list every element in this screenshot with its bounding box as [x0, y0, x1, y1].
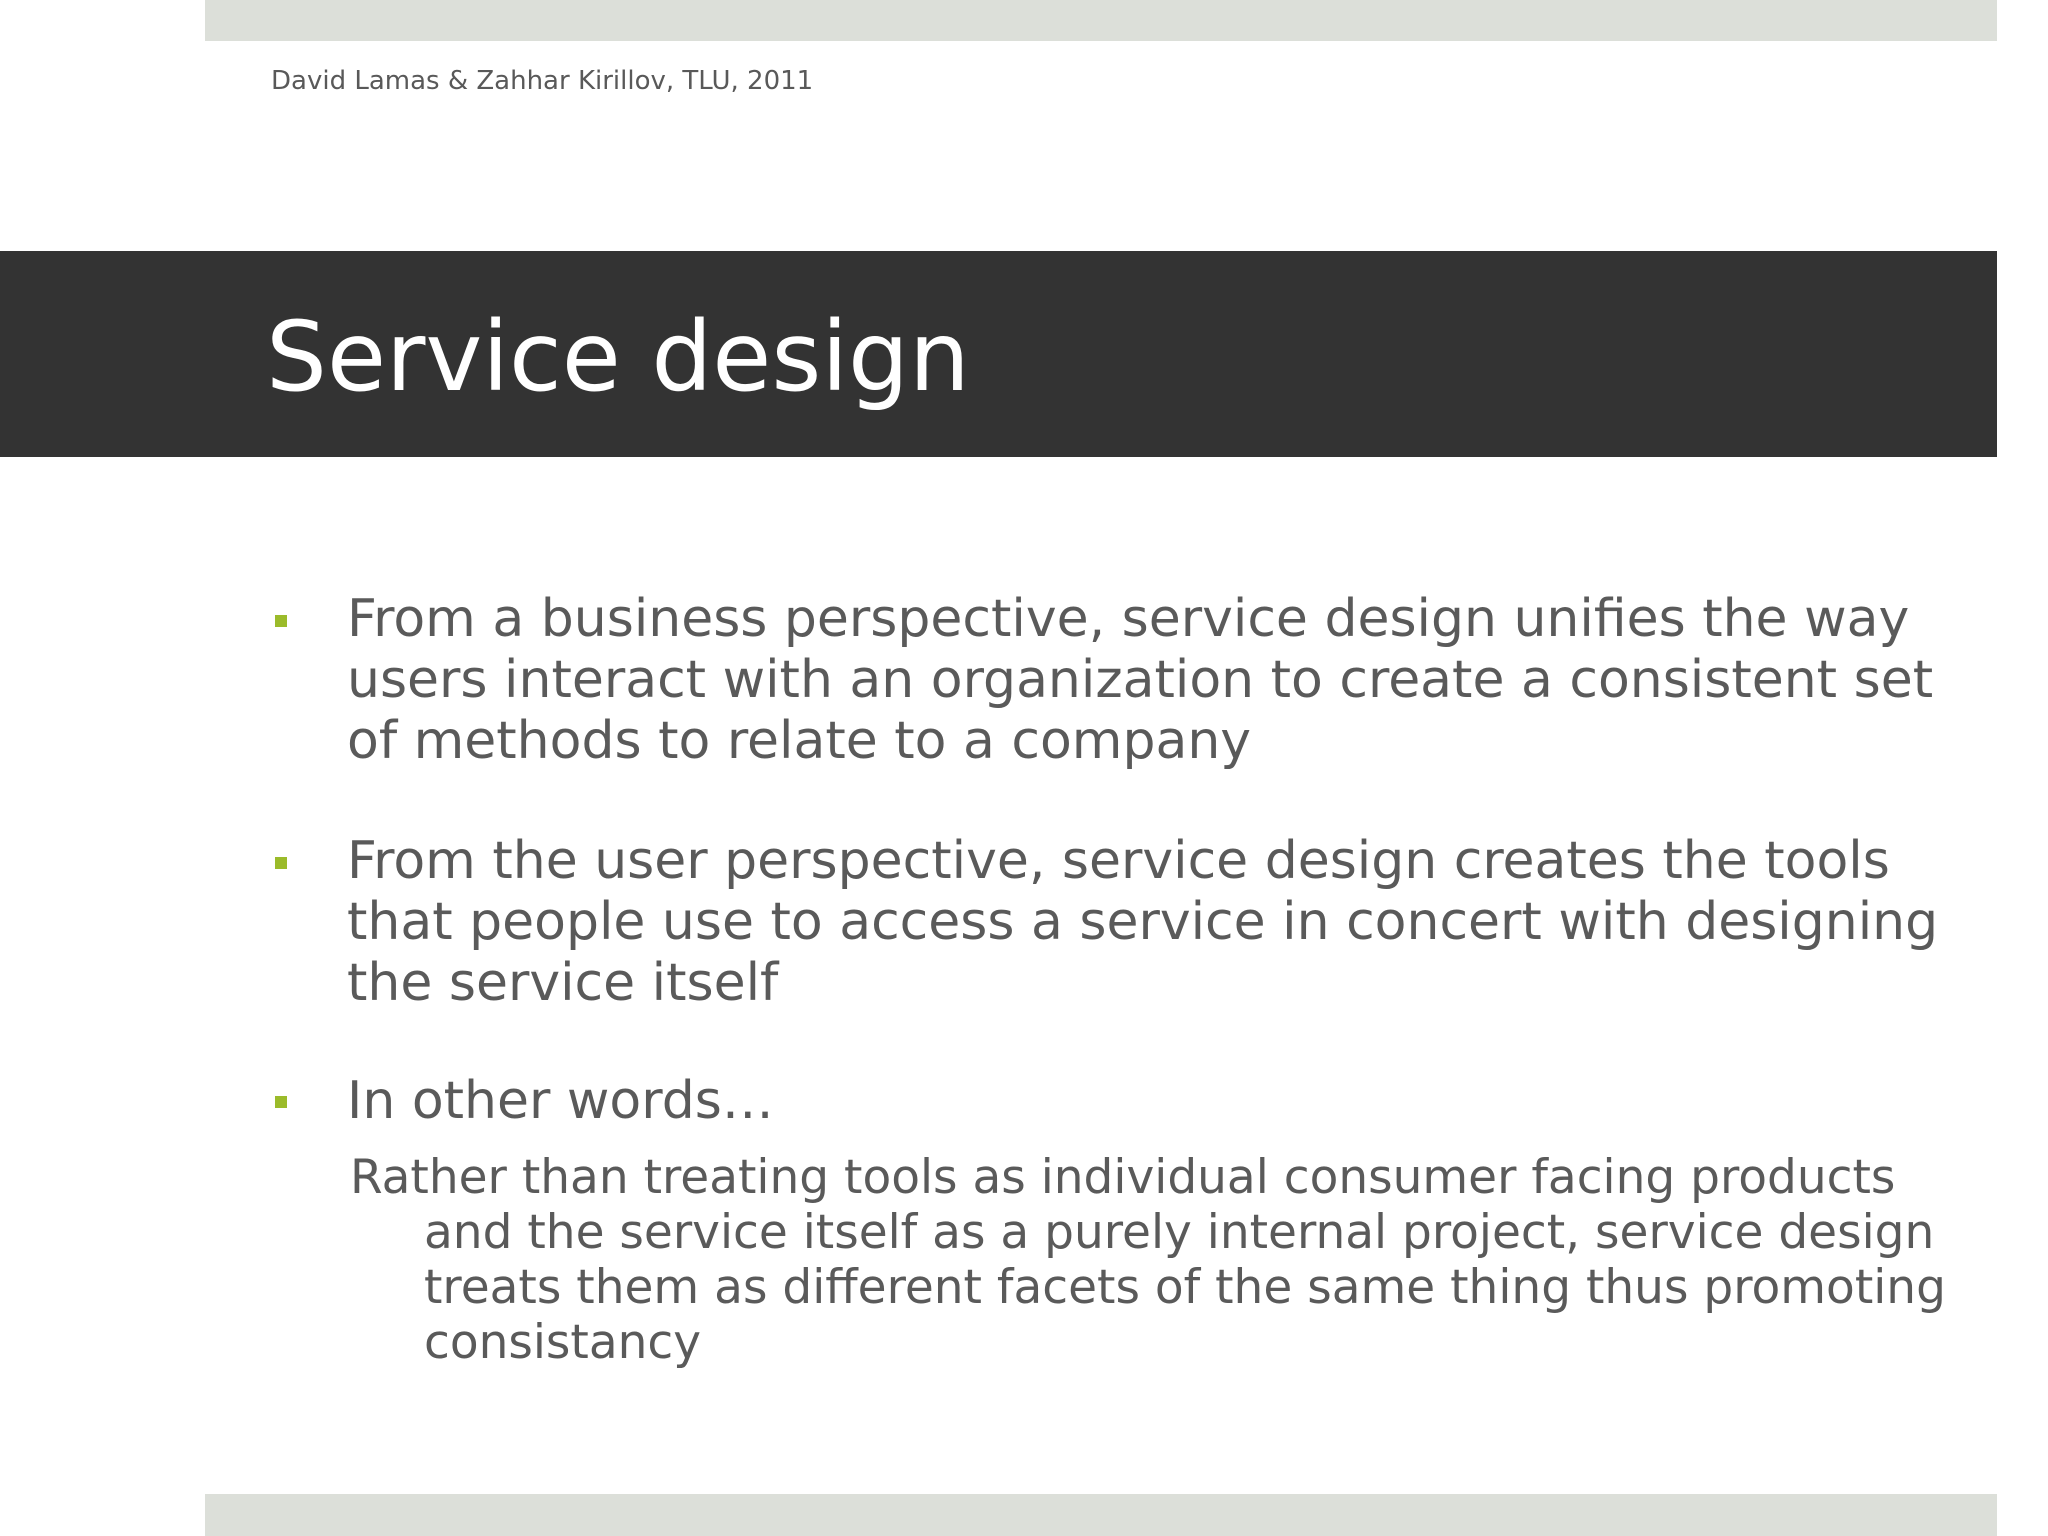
bullet-item-1: From a business perspective, service design unifies the way users interact with an organization to create a consistent set of methods to relate to a company — [347, 589, 1934, 771]
header-credit: David Lamas & Zahhar Kirillov, TLU, 2011 — [271, 66, 814, 96]
bullet-item-3-subtext: Rather than treating tools as individual consumer facing products and the service itself as a purely internal project, service design treats them as different facets of the same thing thus promoting consistancy — [350, 1150, 1946, 1370]
bullet-item-3: In other words… — [347, 1071, 774, 1131]
top-decorative-band — [205, 0, 1997, 41]
bullet-marker-icon — [275, 615, 287, 627]
bullet-marker-icon — [275, 1096, 287, 1108]
bottom-decorative-band — [205, 1494, 1997, 1536]
bullet-marker-icon — [275, 857, 287, 869]
bullet-item-2: From the user perspective, service design creates the tools that people use to access a service in concert with designing the service itself — [347, 831, 1939, 1013]
slide-title: Service design — [266, 301, 970, 413]
